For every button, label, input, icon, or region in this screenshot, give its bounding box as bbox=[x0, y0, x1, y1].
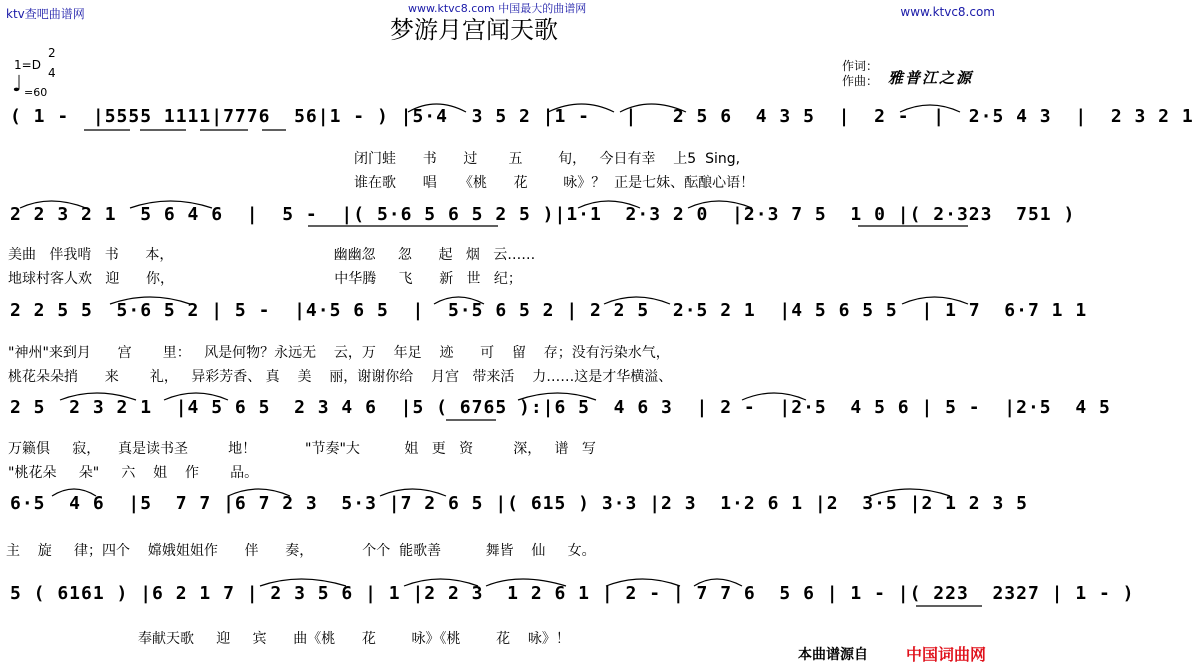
slur-mark bbox=[20, 201, 86, 208]
lyric-line-3b: 桃花朵朵捎 来 礼， 异彩芳香、 真 美 丽，谢谢你给 月宫 带来活 力……这是才华横溢、 bbox=[8, 369, 673, 385]
time-signature-bottom: 4 bbox=[48, 66, 56, 80]
slur-mark bbox=[434, 297, 484, 304]
slur-mark bbox=[408, 104, 466, 112]
slur-mark bbox=[902, 297, 968, 304]
slur-mark bbox=[164, 393, 228, 400]
slur-mark bbox=[228, 489, 290, 496]
key-signature: 1=D bbox=[14, 58, 41, 72]
lyric-line-1b: 谁在歌 唱 《桃 花 咏》？ 正是七妹、酝酿心语！ bbox=[354, 175, 755, 191]
slur-mark bbox=[870, 489, 950, 496]
song-title: 梦游月宫闻天歌 bbox=[390, 16, 558, 44]
lyric-line-1a: 闭门蛙 书 过 五 旬， 今日有幸 上5 Sing, bbox=[354, 151, 741, 167]
footer-source-site[interactable]: 中国词曲网 bbox=[906, 645, 987, 664]
slur-mark bbox=[688, 201, 752, 208]
lyric-line-4a: 万籁俱 寂， 真是读书圣 地！ "节奏"大 姐 更 资 深， 谱 写 bbox=[8, 441, 596, 457]
slur-mark bbox=[60, 393, 136, 400]
slur-mark bbox=[606, 579, 680, 586]
notation-line-1: ( 1 - |5555 1111|7776 56|1 - ) |5·4 3 5 2 |1 - | 2 5 6 4 3 5 | 2 - | 2·5 4 3 | 2 3 2 1 bbox=[10, 106, 1194, 127]
slur-mark bbox=[260, 579, 346, 586]
slur-mark bbox=[486, 579, 566, 586]
slur-mark bbox=[404, 579, 478, 586]
composer-name: 雅普江之源 bbox=[888, 69, 974, 87]
site-watermark-left: ktv查吧曲谱网 bbox=[6, 7, 85, 21]
lyric-line-2a: 美曲 伴我啃 书 本， 幽幽忽 忽 起 烟 云…… bbox=[8, 247, 536, 263]
lyric-line-4b: "桃花朵 朵" 六 姐 作 品。 bbox=[8, 465, 259, 481]
slur-mark bbox=[110, 297, 190, 304]
composer-label: 作曲： bbox=[842, 74, 879, 88]
lyric-line-5a: 主 旋 律；四个 嫦娥姐姐作 伴 奏， 个个 能歌善 舞皆 仙 女。 bbox=[6, 543, 596, 559]
slur-mark bbox=[742, 393, 806, 400]
slur-mark bbox=[52, 489, 96, 496]
lyric-line-6a: 奉献天歌 迎 宾 曲《桃 花 咏》《桃 花 咏》！ bbox=[138, 631, 570, 647]
slur-mark bbox=[900, 105, 960, 112]
notation-line-5: 6·5 4 6 |5 7 7 |6 7 2 3 5·3 |7 2 6 5 |( 615 ) 3·3 |2 3 1·2 6 1 |2 3·5 |2 1 2 3 5 bbox=[10, 493, 1028, 514]
notation-line-2: 2 2 3 2 1 5 6 4 6 | 5 - |( 5·6 5 6 5 2 5 )|1·1 2·3 2 0 |2·3 7 5 1 0 |( 2·323 751 ) bbox=[10, 204, 1076, 225]
notation-line-4: 2 5 2 3 2 1 |4 5 6 5 2 3 4 6 |5 ( 6765 ):|6 5 4 6 3 | 2 - |2·5 4 5 6 | 5 - |2·5 4 5 bbox=[10, 397, 1111, 418]
slur-mark bbox=[548, 104, 614, 112]
slur-mark bbox=[694, 579, 742, 586]
quarter-note-icon: ♩ bbox=[12, 72, 23, 97]
slur-mark bbox=[620, 104, 686, 112]
notation-line-3: 2 2 5 5 5·6 5 2 | 5 - |4·5 6 5 | 5·5 6 5 2 | 2 2 5 2·5 2 1 |4 5 6 5 5 | 1 7 6·7 1 1 bbox=[10, 300, 1088, 321]
slur-mark bbox=[518, 393, 596, 400]
slur-mark bbox=[380, 489, 446, 496]
site-watermark-right: www.ktvc8.com bbox=[900, 5, 995, 19]
lyric-line-2b: 地球村客人欢 迎 你， 中华腾 飞 新 世 纪； bbox=[8, 271, 522, 287]
tempo-marking: =60 bbox=[24, 86, 48, 99]
slur-mark bbox=[130, 201, 212, 208]
slur-mark bbox=[604, 297, 670, 304]
lyricist-label: 作词： bbox=[842, 59, 879, 73]
slur-mark bbox=[578, 201, 640, 208]
time-signature-top: 2 bbox=[48, 46, 56, 60]
lyric-line-3a: "神州"来到月 宫 里： 风是何物？永远无 云，万 年足 迹 可 留 存；没有污染水气， bbox=[8, 345, 670, 361]
site-watermark-center: www.ktvc8.com 中国最大的曲谱网 bbox=[408, 2, 587, 15]
notation-line-6: 5 ( 6161 ) |6 2 1 7 | 2 3 5 6 | 1 |2 2 3 1 2 6 1 | 2 - | 7 7 6 5 6 | 1 - |( 223 2327 | 1 - ) bbox=[10, 583, 1135, 604]
footer-source-label: 本曲谱源自 bbox=[798, 647, 868, 663]
